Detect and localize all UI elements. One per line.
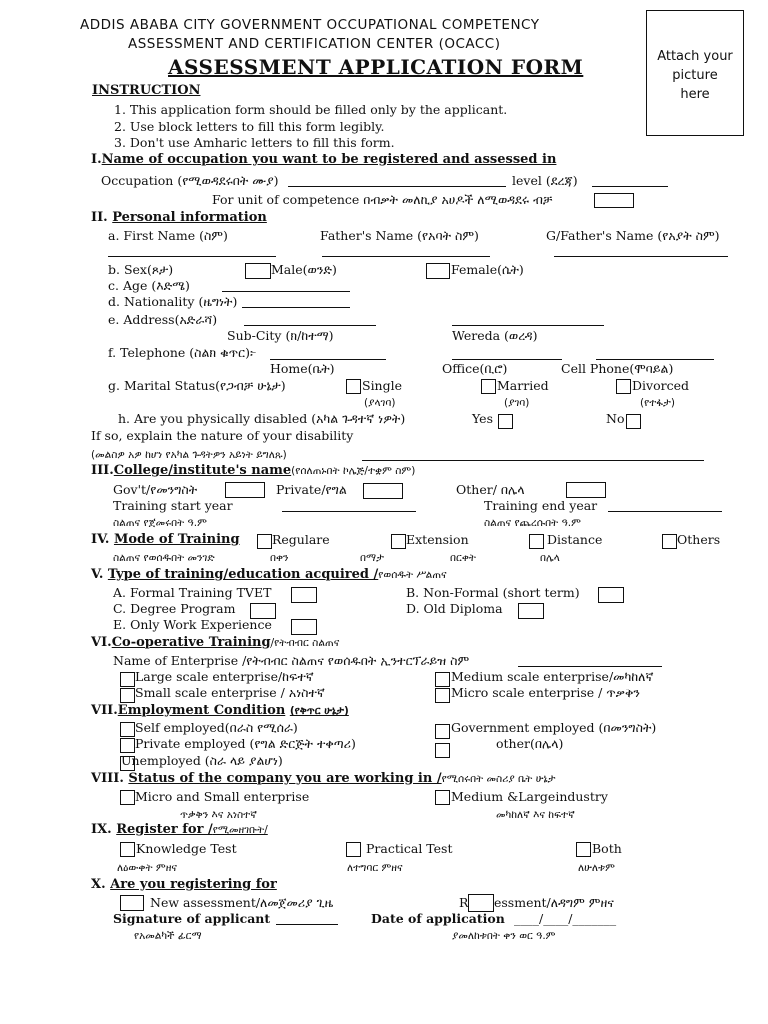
sex-label: b. Sex(ጾታ)	[108, 262, 174, 277]
section-3-title: College/institute's name	[113, 463, 292, 478]
disabled-question: h. Are you physically disabled (አካል ጉዳተኛ ነዎት)	[118, 411, 406, 426]
medium-scale-checkbox[interactable]	[435, 672, 450, 687]
knowledge-test-checkbox[interactable]	[120, 842, 135, 857]
other-employed-label: other(በሌላ)	[496, 736, 564, 751]
first-name-label: a. First Name (ስም)	[108, 228, 228, 243]
cell-label: Cell Phone(ሞባይል)	[561, 361, 674, 376]
divorced-checkbox[interactable]	[616, 379, 631, 394]
work-exp-checkbox[interactable]	[291, 619, 317, 635]
single-label: Single	[362, 378, 403, 393]
degree-label: C. Degree Program	[113, 601, 236, 616]
signature-field[interactable]	[276, 924, 338, 925]
male-label: Male(ወንድ)	[271, 262, 337, 277]
photo-label-2: picture	[672, 68, 718, 83]
small-scale-label: Small scale enterprise / አነስተኛ	[135, 685, 325, 700]
male-checkbox[interactable]	[245, 263, 271, 279]
section-7-title: Employment Condition	[117, 703, 286, 718]
new-assessment-label: New assessment/ለመጀመሪያ ጊዜ	[150, 895, 334, 910]
practical-test-label: Practical Test	[366, 841, 453, 856]
self-employed-label: Self employed(በራስ የሚሰራ)	[135, 720, 298, 735]
enterprise-name-label: Name of Enterprise /የትብብር ስልጠና የወሰዱበት ኢንተርፕራይዝ ስም	[113, 653, 470, 668]
section-6-heading	[91, 636, 339, 651]
large-scale-checkbox[interactable]	[120, 672, 135, 687]
section-6-title-am: /የትብብር ስልጠና	[270, 637, 340, 649]
new-assessment-checkbox[interactable]	[120, 895, 144, 911]
unit-competence-label: For unit of competence በብቃት መለኪያ አሀዶች ለሚወዳደሩ ብቻ	[212, 192, 553, 207]
micro-scale-checkbox[interactable]	[435, 688, 450, 703]
female-label: Female(ሴት)	[451, 262, 524, 277]
divorced-label: Divorced	[632, 378, 689, 393]
knowledge-test-label-am: ለዕውቀት ምዘና	[117, 862, 177, 874]
reassessment-label-prefix: R	[459, 895, 469, 910]
section-3-title-am: (የሰለጠኑበት ኮሌጅ/ተቋም ስም)	[291, 465, 416, 477]
govt-employed-checkbox[interactable]	[435, 724, 450, 739]
mode-label-am: ስልጠና የወሰዱበት መንገድ	[113, 552, 215, 564]
level-field[interactable]	[592, 186, 668, 187]
other-inst-label: Other/ በሌላ	[456, 482, 525, 497]
distance-checkbox[interactable]	[529, 534, 544, 549]
first-name-field[interactable]	[108, 256, 276, 257]
occupation-label: Occupation (የሚወዳደሩበት ሙያ)	[101, 173, 279, 188]
section-1-roman: I.	[91, 152, 102, 167]
extension-label: Extension	[406, 532, 469, 547]
org-name-line2: ASSESSMENT AND CERTIFICATION CENTER (OCACC)	[128, 36, 501, 52]
date-label-am: ያመለከቱበት ቀን ወር ዓ.ም	[452, 930, 556, 942]
nonformal-checkbox[interactable]	[598, 587, 624, 603]
end-year-field[interactable]	[608, 511, 722, 512]
practical-test-label-am: ለተግባር ምዘና	[347, 862, 403, 874]
signature-label-am: የአመልካች ፊርማ	[134, 930, 202, 942]
others-mode-label-am: በሌላ	[540, 552, 560, 564]
office-phone-field[interactable]	[452, 359, 562, 360]
office-label: Office(ቢሮ)	[442, 361, 508, 376]
single-checkbox[interactable]	[346, 379, 361, 394]
section-5-title: Type of training/education acquired /	[107, 567, 379, 582]
father-name-field[interactable]	[322, 256, 490, 257]
wereda-field[interactable]	[452, 325, 604, 326]
disabled-yes-checkbox[interactable]	[498, 414, 513, 429]
private-employed-checkbox[interactable]	[120, 738, 135, 753]
section-6-title: Co-operative Training	[111, 635, 271, 650]
section-8-title: Status of the company you are working in /	[128, 771, 442, 786]
distance-label-am: በርቀት	[450, 552, 476, 564]
govt-employed-label: Government employed (በመንግስት)	[451, 720, 657, 735]
section-9-title-am: የሚመዘገቡት/	[212, 824, 268, 836]
old-diploma-checkbox[interactable]	[518, 603, 544, 619]
female-checkbox[interactable]	[426, 263, 450, 279]
section-7-roman: VII.	[91, 703, 118, 718]
private-checkbox[interactable]	[363, 483, 403, 499]
section-9-heading	[91, 823, 268, 838]
gfather-name-field[interactable]	[554, 256, 728, 257]
section-4-heading	[91, 533, 240, 548]
mli-label-am: መካከለኛ እና ከፍተኛ	[496, 809, 575, 821]
regular-checkbox[interactable]	[257, 534, 272, 549]
section-3-roman: III.	[91, 463, 114, 478]
section-5-title-am: የወሰዱት ሥልጠና	[378, 569, 447, 581]
gfather-name-label: G/Father's Name (የአያት ስም)	[546, 228, 720, 243]
reassessment-label: essment/ለዳግም ምዘና	[494, 895, 614, 910]
start-year-label: Training start year	[113, 498, 233, 513]
divorced-label-am: (የተፋታ)	[640, 397, 675, 409]
home-label: Home(ቤት)	[270, 361, 335, 376]
mli-label: Medium &Largeindustry	[451, 789, 608, 804]
married-checkbox[interactable]	[481, 379, 496, 394]
others-mode-checkbox[interactable]	[662, 534, 677, 549]
enterprise-name-field[interactable]	[518, 666, 662, 667]
address-label: e. Address(አድራሻ)	[108, 312, 218, 327]
formal-tvet-checkbox[interactable]	[291, 587, 317, 603]
section-5-roman: V.	[91, 567, 104, 582]
private-label: Private/የግል	[276, 482, 347, 497]
marital-status-label: g. Marital Status(የጋብቻ ሁኔታ)	[108, 378, 286, 393]
formal-tvet-label: A. Formal Training TVET	[113, 585, 272, 600]
telephone-label: f. Telephone (ስልክ ቁጥር)፦	[108, 345, 257, 360]
knowledge-test-label: Knowledge Test	[136, 841, 237, 856]
home-phone-field[interactable]	[270, 359, 386, 360]
section-8-heading	[91, 772, 555, 787]
extension-checkbox[interactable]	[391, 534, 406, 549]
section-2-heading	[91, 211, 267, 226]
section-10-heading	[91, 878, 277, 893]
govt-checkbox[interactable]	[225, 482, 265, 498]
section-8-roman: VIII.	[91, 771, 124, 786]
org-name-line1: ADDIS ABABA CITY GOVERNMENT OCCUPATIONAL COMPETENCY	[80, 17, 540, 33]
govt-label: Gov't/የመንግስት	[113, 482, 198, 497]
father-name-label: Father's Name (የአባት ስም)	[320, 228, 479, 243]
regular-label: Regulare	[272, 532, 330, 547]
date-label: Date of application	[371, 911, 505, 926]
section-1-title: Name of occupation you want to be registered and assessed in	[101, 152, 557, 167]
section-4-title: Mode of Training	[113, 532, 240, 547]
mse-label-am: ጥቃቅን እና አነስተኛ	[180, 809, 257, 821]
self-employed-checkbox[interactable]	[120, 722, 135, 737]
wereda-label: Wereda (ወረዳ)	[452, 328, 538, 343]
start-year-label-am: ስልጠና የጀመሩበት ዓ.ም	[113, 517, 207, 529]
disability-explain-label-am: (መልስዎ አዎ ከሆነ የአካል ጉዳትዎን አይነት ይግለጹ)	[91, 449, 287, 461]
cell-phone-field[interactable]	[596, 359, 714, 360]
section-2-title: Personal information	[112, 210, 267, 225]
subcity-field[interactable]	[244, 325, 376, 326]
start-year-field[interactable]	[282, 511, 416, 512]
reassessment-checkbox[interactable]	[468, 894, 494, 912]
distance-label: Distance	[547, 532, 603, 547]
section-10-roman: X.	[91, 877, 106, 892]
nonformal-label: B. Non-Formal (short term)	[406, 585, 580, 600]
extension-label-am: በማታ	[360, 552, 384, 564]
mse-label: Micro and Small enterprise	[135, 789, 310, 804]
single-label-am: (ያላገባ)	[364, 397, 396, 409]
end-year-label-am: ስልጠና የጨረሱበት ዓ.ም	[484, 517, 581, 529]
photo-placeholder[interactable]	[646, 10, 744, 136]
signature-label: Signature of applicant	[113, 911, 271, 926]
end-year-label: Training end year	[484, 498, 598, 513]
medium-scale-label: Medium scale enterprise/መካከለኛ	[451, 669, 654, 684]
level-label: level (ደረጃ)	[512, 173, 578, 188]
instruction-item-2: 2. Use block letters to fill this form legibly.	[114, 119, 385, 134]
nationality-field[interactable]	[242, 307, 350, 308]
section-9-title: Register for /	[116, 822, 213, 837]
section-8-title-am: የሚሰሩበት መስሪያ ቤት ሁኔታ	[441, 773, 556, 785]
both-test-label-am: ለሁለቱም	[578, 862, 615, 874]
other-inst-checkbox[interactable]	[566, 482, 606, 498]
unemployed-label: Unemployed (ስራ ላይ ያልሆነ)	[121, 753, 283, 768]
old-diploma-label: D. Old Diploma	[406, 601, 503, 616]
work-exp-label: E. Only Work Experience	[113, 617, 272, 632]
small-scale-checkbox[interactable]	[120, 688, 135, 703]
age-label: c. Age (እድሜ)	[108, 278, 190, 293]
instruction-heading: INSTRUCTION	[92, 83, 201, 98]
others-mode-label: Others	[677, 532, 721, 547]
instruction-item-1: 1. This application form should be filled only by the applicant.	[114, 102, 508, 117]
private-employed-label: Private employed (የግል ድርጅት ተቀጣሪ)	[135, 736, 356, 751]
section-7-title-am: (የቅጥር ሁኔታ)	[289, 705, 349, 717]
mli-checkbox[interactable]	[435, 790, 450, 805]
section-2-roman: II.	[91, 210, 108, 225]
section-10-title: Are you registering for	[110, 877, 277, 892]
occupation-field[interactable]	[288, 186, 506, 187]
unit-competence-checkbox[interactable]	[594, 193, 634, 208]
photo-label-3: here	[680, 87, 710, 102]
large-scale-label: Large scale enterprise/ከፍተኛ	[135, 669, 314, 684]
other-employed-checkbox[interactable]	[435, 743, 450, 758]
regular-label-am: በቀን	[270, 552, 289, 564]
disability-explain-label: If so, explain the nature of your disability	[91, 428, 354, 443]
age-field[interactable]	[222, 291, 350, 292]
section-4-roman: IV.	[91, 532, 110, 547]
no-label: No	[606, 411, 625, 426]
form-title: ASSESSMENT APPLICATION FORM	[168, 55, 584, 79]
section-6-roman: VI.	[91, 635, 112, 650]
date-field[interactable]: ____/____/_______	[514, 911, 617, 926]
married-label-am: (ያገባ)	[504, 397, 530, 409]
married-label: Married	[497, 378, 549, 393]
nationality-label: d. Nationality (ዜግነት)	[108, 294, 238, 309]
mse-checkbox[interactable]	[120, 790, 135, 805]
instruction-item-3: 3. Don't use Amharic letters to fill this form.	[114, 135, 395, 150]
both-test-checkbox[interactable]	[576, 842, 591, 857]
section-7-heading	[91, 704, 349, 719]
micro-scale-label: Micro scale enterprise / ጥቃቅን	[451, 685, 640, 700]
section-3-heading	[91, 464, 415, 479]
practical-test-checkbox[interactable]	[346, 842, 361, 857]
subcity-label: Sub-City (ክ/ከተማ)	[227, 328, 334, 343]
section-1-heading	[91, 153, 556, 168]
photo-label-1: Attach your	[657, 49, 733, 64]
disabled-no-checkbox[interactable]	[626, 414, 641, 429]
yes-label: Yes	[472, 411, 493, 426]
section-9-roman: IX.	[91, 822, 112, 837]
both-test-label: Both	[592, 841, 622, 856]
disability-explain-field[interactable]	[362, 460, 704, 461]
section-5-heading	[91, 568, 447, 583]
